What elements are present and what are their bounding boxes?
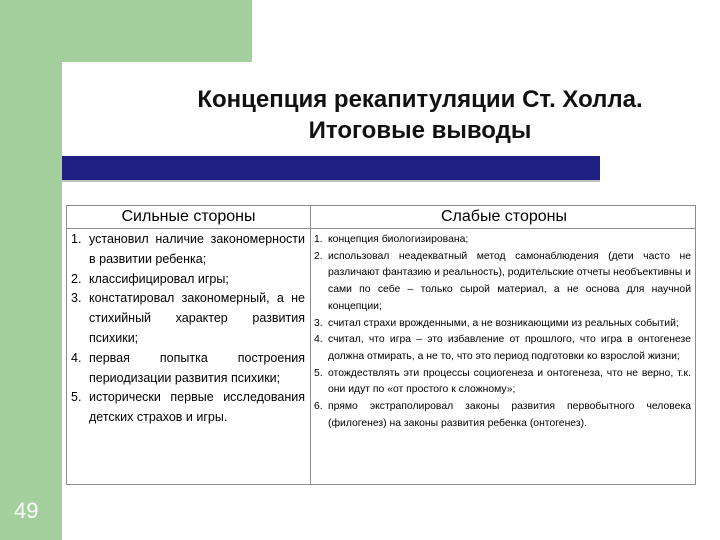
item-text: установил наличие закономерности в развитии ребенка; xyxy=(89,232,305,266)
item-text: считал страхи врожденными, а не возникающими из реальных событий; xyxy=(328,317,679,329)
item-number: 1. xyxy=(71,232,82,246)
green-side-strip xyxy=(0,0,62,540)
column-divider xyxy=(310,206,311,484)
rounded-corner xyxy=(62,62,122,122)
weakness-item xyxy=(314,399,691,432)
item-text: классифицировал игры; xyxy=(89,271,229,286)
weaknesses-list xyxy=(314,232,691,432)
slide-title xyxy=(120,84,720,146)
item-number: 3. xyxy=(71,291,82,306)
weakness-item xyxy=(314,232,691,249)
item-text: первая попытка построения периодизации развития психики; xyxy=(89,350,305,385)
page-number: 49 xyxy=(14,498,39,523)
title-underline-bar xyxy=(62,156,600,180)
slide-title-line2: Итоговые выводы xyxy=(308,117,532,144)
item-text: прямо экстраполировал законы развития первобытного человека (филогенез) на законы развития ребенка (онтогенез). xyxy=(328,401,691,429)
item-text: констатировал закономерный, а не стихийный характер развития психики; xyxy=(89,291,305,345)
header-divider xyxy=(67,228,695,229)
item-number: 3. xyxy=(314,317,323,329)
weakness-item xyxy=(314,316,691,333)
item-number: 5. xyxy=(314,367,323,379)
item-number: 6. xyxy=(314,401,323,413)
item-number: 4. xyxy=(314,334,323,346)
item-number: 2. xyxy=(71,271,82,286)
item-text: отождествлять эти процессы социогенеза и онтогенеза, что не верно, т.к. они идут по «от простого к сложному»; xyxy=(328,367,691,396)
item-text: концепция биологизирована; xyxy=(328,234,469,245)
strength-item xyxy=(71,349,305,389)
weaknesses-header: Слабые стороны xyxy=(441,208,567,225)
strengths-list xyxy=(71,230,305,428)
item-text: исторически первые исследования детских страхов и игры. xyxy=(89,390,305,425)
strength-item xyxy=(71,230,305,270)
title-bar-shadow xyxy=(62,180,600,182)
weakness-item xyxy=(314,249,691,316)
item-number: 5. xyxy=(71,390,82,405)
strength-item xyxy=(71,388,305,428)
item-number: 2. xyxy=(314,250,323,262)
strengths-header: Сильные стороны xyxy=(121,208,256,225)
item-text: использовал неадекватный метод самонаблюдения (дети часто не различают фантазию и реальность), родительские отчеты необъективны и сами по себе – только сырой материал, а не основа для научной концепции; xyxy=(328,250,691,312)
strength-item xyxy=(71,270,305,290)
comparison-table xyxy=(66,205,696,485)
slide-title-line1: Концепция рекапитуляции Ст. Холла. xyxy=(197,86,643,113)
item-text: считал, что игра – это избавление от прошлого, что игра в онтогенезе должна отмирать, а не то, что это период подготовки ко взрослой жизни; xyxy=(328,334,691,362)
item-number: 1. xyxy=(314,234,323,245)
strength-item xyxy=(71,289,305,348)
item-number: 4. xyxy=(71,350,82,365)
weakness-item xyxy=(314,332,691,365)
weakness-item xyxy=(314,366,691,399)
